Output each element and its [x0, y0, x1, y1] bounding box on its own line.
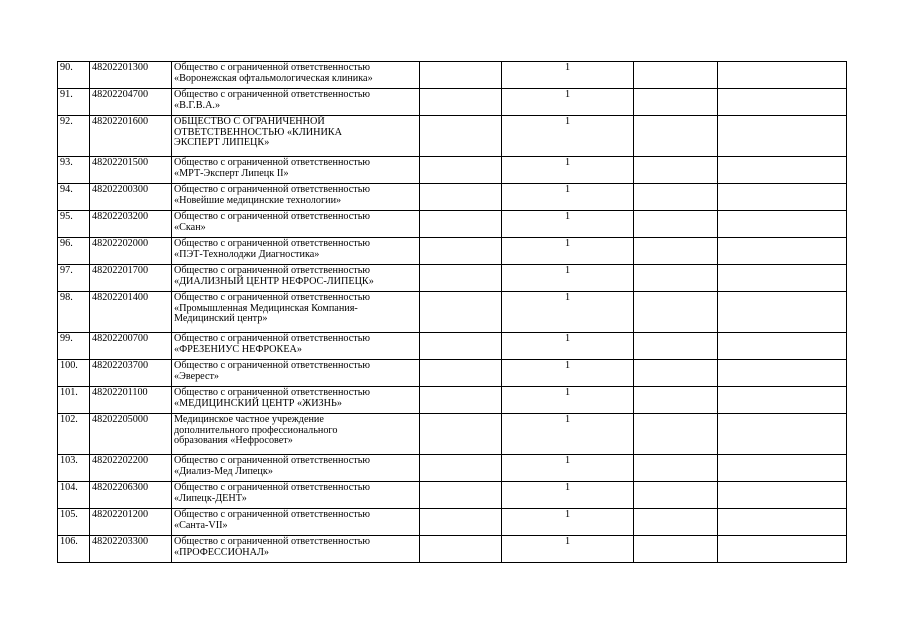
- empty-cell: [420, 509, 502, 536]
- empty-cell: [718, 184, 847, 211]
- row-number: 97.: [58, 265, 90, 292]
- empty-cell: [718, 414, 847, 455]
- organization-name-line: «Скан»: [174, 221, 206, 233]
- empty-cell: [718, 509, 847, 536]
- count-cell: 1: [502, 238, 634, 265]
- count-cell: 1: [502, 62, 634, 89]
- organization-name-line: Медицинский центр»: [174, 313, 268, 325]
- count-cell: 1: [502, 184, 634, 211]
- organization-name-line: Общество с ограниченной ответственностью: [174, 509, 371, 520]
- count-cell: 1: [502, 157, 634, 184]
- table-row: [58, 62, 847, 89]
- registry-code: 48202201400: [90, 292, 172, 333]
- row-number: 92.: [58, 116, 90, 157]
- organization-name-line: «Диализ-Мед Липецк»: [174, 465, 273, 477]
- table-row: [58, 482, 847, 509]
- empty-cell: [420, 265, 502, 292]
- registry-code: 48202200300: [90, 184, 172, 211]
- registry-code: 48202201300: [90, 62, 172, 89]
- row-number: 106.: [58, 536, 90, 563]
- empty-cell: [634, 387, 718, 414]
- organization-name-line: «Эверест»: [174, 370, 220, 382]
- empty-cell: [420, 414, 502, 455]
- empty-cell: [718, 292, 847, 333]
- registry-code: 48202204700: [90, 89, 172, 116]
- organization-name-line: ЭКСПЕРТ ЛИПЕЦК»: [174, 137, 270, 149]
- organization-name: [172, 265, 420, 292]
- registry-code: 48202203200: [90, 211, 172, 238]
- registry-code: 48202202000: [90, 238, 172, 265]
- organization-name-line: «Липецк-ДЕНТ»: [174, 492, 247, 504]
- empty-cell: [634, 89, 718, 116]
- organization-name: [172, 333, 420, 360]
- registry-code: 48202201500: [90, 157, 172, 184]
- empty-cell: [718, 482, 847, 509]
- organization-name: [172, 292, 420, 333]
- count-cell: 1: [502, 265, 634, 292]
- empty-cell: [420, 62, 502, 89]
- table-row: [58, 238, 847, 265]
- organization-name-line: «Новейшие медицинские технологии»: [174, 194, 342, 206]
- empty-cell: [634, 414, 718, 455]
- empty-cell: [634, 333, 718, 360]
- organization-name: [172, 62, 420, 89]
- empty-cell: [718, 157, 847, 184]
- row-number: 93.: [58, 157, 90, 184]
- empty-cell: [718, 455, 847, 482]
- organization-name: [172, 116, 420, 157]
- organization-name-line: «Воронежская офтальмологическая клиника»: [174, 72, 373, 84]
- table-body: [58, 62, 847, 563]
- organization-name: [172, 184, 420, 211]
- count-cell: 1: [502, 360, 634, 387]
- table-row: [58, 333, 847, 360]
- empty-cell: [420, 157, 502, 184]
- organization-name: [172, 238, 420, 265]
- organization-name: [172, 455, 420, 482]
- table-row: [58, 455, 847, 482]
- table-row: [58, 184, 847, 211]
- empty-cell: [420, 387, 502, 414]
- empty-cell: [718, 211, 847, 238]
- row-number: 100.: [58, 360, 90, 387]
- organization-name-line: Общество с ограниченной ответственностью: [174, 455, 371, 466]
- empty-cell: [718, 62, 847, 89]
- empty-cell: [420, 333, 502, 360]
- row-number: 99.: [58, 333, 90, 360]
- empty-cell: [420, 292, 502, 333]
- count-cell: 1: [502, 116, 634, 157]
- organization-name: [172, 509, 420, 536]
- organization-name-line: Общество с ограниченной ответственностью: [174, 482, 371, 493]
- organization-name: [172, 536, 420, 563]
- organization-name-line: Общество с ограниченной ответственностью: [174, 238, 371, 249]
- organization-name-line: Общество с ограниченной ответственностью: [174, 536, 371, 547]
- organization-name: [172, 482, 420, 509]
- organization-name-line: ОБЩЕСТВО С ОГРАНИЧЕННОЙ: [174, 116, 325, 127]
- organization-name-line: «ПЭТ-Технолоджи Диагностика»: [174, 248, 320, 260]
- table-row: [58, 89, 847, 116]
- organization-name-line: «МЕДИЦИНСКИЙ ЦЕНТР «ЖИЗНЬ»: [174, 397, 342, 409]
- empty-cell: [634, 184, 718, 211]
- row-number: 103.: [58, 455, 90, 482]
- registry-code: 48202201200: [90, 509, 172, 536]
- empty-cell: [718, 238, 847, 265]
- registry-code: 48202205000: [90, 414, 172, 455]
- count-cell: 1: [502, 292, 634, 333]
- row-number: 90.: [58, 62, 90, 89]
- organization-name-line: Общество с ограниченной ответственностью: [174, 265, 371, 276]
- registry-code: 48202200700: [90, 333, 172, 360]
- registry-code: 48202201700: [90, 265, 172, 292]
- empty-cell: [718, 360, 847, 387]
- row-number: 94.: [58, 184, 90, 211]
- table-row: [58, 292, 847, 333]
- empty-cell: [420, 536, 502, 563]
- empty-cell: [420, 211, 502, 238]
- organization-name: [172, 211, 420, 238]
- organization-name-line: Общество с ограниченной ответственностью: [174, 211, 371, 222]
- empty-cell: [634, 482, 718, 509]
- empty-cell: [718, 89, 847, 116]
- registry-code: 48202202200: [90, 455, 172, 482]
- organization-name: [172, 157, 420, 184]
- empty-cell: [634, 360, 718, 387]
- organization-name-line: «Санта-VII»: [174, 519, 228, 531]
- empty-cell: [420, 184, 502, 211]
- empty-cell: [634, 238, 718, 265]
- empty-cell: [634, 116, 718, 157]
- empty-cell: [420, 116, 502, 157]
- empty-cell: [420, 455, 502, 482]
- count-cell: 1: [502, 333, 634, 360]
- organization-name-line: «ДИАЛИЗНЫЙ ЦЕНТР НЕФРОС-ЛИПЕЦК»: [174, 275, 374, 287]
- table-row: [58, 116, 847, 157]
- count-cell: 1: [502, 482, 634, 509]
- table-row: [58, 265, 847, 292]
- organization-name-line: Общество с ограниченной ответственностью: [174, 184, 371, 195]
- registry-code: 48202206300: [90, 482, 172, 509]
- empty-cell: [718, 116, 847, 157]
- count-cell: 1: [502, 89, 634, 116]
- organization-name-line: ОТВЕТСТВЕННОСТЬЮ «КЛИНИКА: [174, 126, 342, 138]
- table-row: [58, 360, 847, 387]
- organization-name-line: «ФРЕЗЕНИУС НЕФРОКЕА»: [174, 343, 302, 355]
- count-cell: 1: [502, 509, 634, 536]
- table-row: [58, 387, 847, 414]
- empty-cell: [420, 89, 502, 116]
- organization-name-line: Общество с ограниченной ответственностью: [174, 333, 371, 344]
- count-cell: 1: [502, 387, 634, 414]
- row-number: 95.: [58, 211, 90, 238]
- empty-cell: [634, 292, 718, 333]
- empty-cell: [420, 238, 502, 265]
- organization-name-line: Общество с ограниченной ответственностью: [174, 387, 371, 398]
- row-number: 96.: [58, 238, 90, 265]
- count-cell: 1: [502, 455, 634, 482]
- row-number: 98.: [58, 292, 90, 333]
- row-number: 102.: [58, 414, 90, 455]
- organization-name-line: Общество с ограниченной ответственностью: [174, 360, 371, 371]
- empty-cell: [718, 333, 847, 360]
- empty-cell: [634, 265, 718, 292]
- organization-name-line: «МРТ-Эксперт Липецк II»: [174, 167, 289, 179]
- registry-code: 48202201600: [90, 116, 172, 157]
- organization-name: [172, 89, 420, 116]
- row-number: 104.: [58, 482, 90, 509]
- organization-name: [172, 387, 420, 414]
- empty-cell: [420, 482, 502, 509]
- table-row: [58, 157, 847, 184]
- table-row: [58, 414, 847, 455]
- empty-cell: [718, 387, 847, 414]
- organization-name-line: «ПРОФЕССИОНАЛ»: [174, 546, 270, 558]
- organization-name-line: Общество с ограниченной ответственностью: [174, 62, 371, 73]
- table-row: [58, 509, 847, 536]
- organization-name: [172, 360, 420, 387]
- empty-cell: [718, 265, 847, 292]
- organization-name: [172, 414, 420, 455]
- table-row: [58, 211, 847, 238]
- organization-name-line: Общество с ограниченной ответственностью: [174, 157, 371, 168]
- organization-name-line: Общество с ограниченной ответственностью: [174, 292, 371, 303]
- organization-name-line: Общество с ограниченной ответственностью: [174, 89, 371, 100]
- registry-table: [57, 61, 847, 563]
- registry-code: 48202203300: [90, 536, 172, 563]
- registry-code: 48202201100: [90, 387, 172, 414]
- empty-cell: [634, 509, 718, 536]
- empty-cell: [718, 536, 847, 563]
- empty-cell: [420, 360, 502, 387]
- empty-cell: [634, 62, 718, 89]
- empty-cell: [634, 157, 718, 184]
- count-cell: 1: [502, 414, 634, 455]
- empty-cell: [634, 211, 718, 238]
- organization-name-line: «В.Г.В.А.»: [174, 99, 221, 111]
- row-number: 91.: [58, 89, 90, 116]
- row-number: 105.: [58, 509, 90, 536]
- count-cell: 1: [502, 536, 634, 563]
- organization-name-line: «Промышленная Медицинская Компания-: [174, 302, 358, 314]
- organization-name-line: образования «Нефросовет»: [174, 435, 293, 447]
- registry-code: 48202203700: [90, 360, 172, 387]
- organization-name-line: дополнительного профессионального: [174, 424, 338, 436]
- organization-name-line: Медицинское частное учреждение: [174, 414, 324, 425]
- table-row: [58, 536, 847, 563]
- empty-cell: [634, 455, 718, 482]
- empty-cell: [634, 536, 718, 563]
- row-number: 101.: [58, 387, 90, 414]
- count-cell: 1: [502, 211, 634, 238]
